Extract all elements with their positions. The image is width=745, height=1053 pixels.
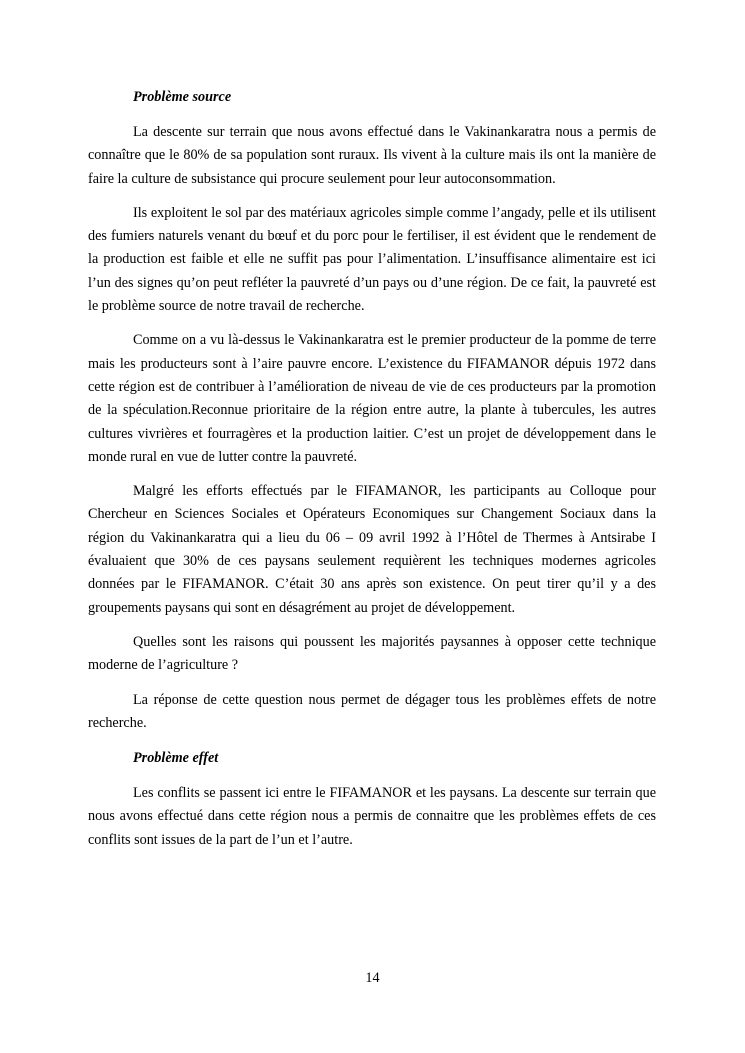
paragraph: Les conflits se passent ici entre le FIFAMANOR et les paysans. La descente sur terrain que nous avons effectué dans cette région nous a permis de connaitre que les problèmes effets de ces conflits sont issues de la part de l’un et l’autre. — [88, 785, 656, 848]
paragraph: La réponse de cette question nous permet de dégager tous les problèmes effets de notre recherche. — [88, 691, 656, 731]
paragraph: La descente sur terrain que nous avons effectué dans le Vakinankaratra nous a permis de connaître que le 80% de sa population sont ruraux. Ils vivent à la culture mais ils ont la manière de faire la culture de subsistance qui procure seulement pour leur autoconsommation. — [88, 124, 656, 187]
paragraph: Comme on a vu là-dessus le Vakinankaratra est le premier producteur de la pomme de terre mais les producteurs sont à l’aire pauvre encore. L’existence du FIFAMANOR dépuis 1972 dans cette région est de contribuer à l’amélioration de niveau de vie de ces producteurs par la promotion de la spéculation.Reconnue prioritaire de la région entre autre, la plante à tubercules, les autres cultures vivrières et fourragères et la production laitier. C’est un projet de développement dans le monde rural en vue de lutter contre la pauvreté. — [88, 332, 656, 465]
heading-probleme-effet: Problème effet — [133, 750, 219, 767]
page-number: 14 — [365, 970, 380, 986]
document-page — [88, 85, 656, 863]
heading-probleme-source: Problème source — [133, 89, 232, 105]
paragraph: Quelles sont les raisons qui poussent les majorités paysannes à opposer cette technique moderne de l’agriculture ? — [88, 633, 656, 674]
paragraph: Ils exploitent le sol par des matériaux agricoles simple comme l’angady, pelle et ils utilisent des fumiers naturels venant du bœuf et du porc pour le fertiliser, il est évident que le rendement de la production est faible et elle ne suffit pas pour l’alimentation. L’insuffisance alimentaire est ici l’un des signes qu’on peut refléter la pauvreté d’un pays ou d’une région. De ce fait, la pauvreté est le problème source de notre travail de recherche. — [88, 204, 656, 315]
paragraph: Malgré les efforts effectués par le FIFAMANOR, les participants au Colloque pour Chercheur en Sciences Sociales et Opérateurs Economiques sur Changement Sociaux dans la région du Vakinankaratra qui a lieu du 06 – 09 avril 1992 à l’Hôtel de Thermes à Antsirabe I évaluaient que 30% de ces paysans seulement requièrent les techniques modernes agricoles données par le FIFAMANOR. C’était 30 ans après son existence. On peut tirer qu’il y a des groupements paysans qui sont en désagrément au projet de développement. — [88, 483, 656, 616]
